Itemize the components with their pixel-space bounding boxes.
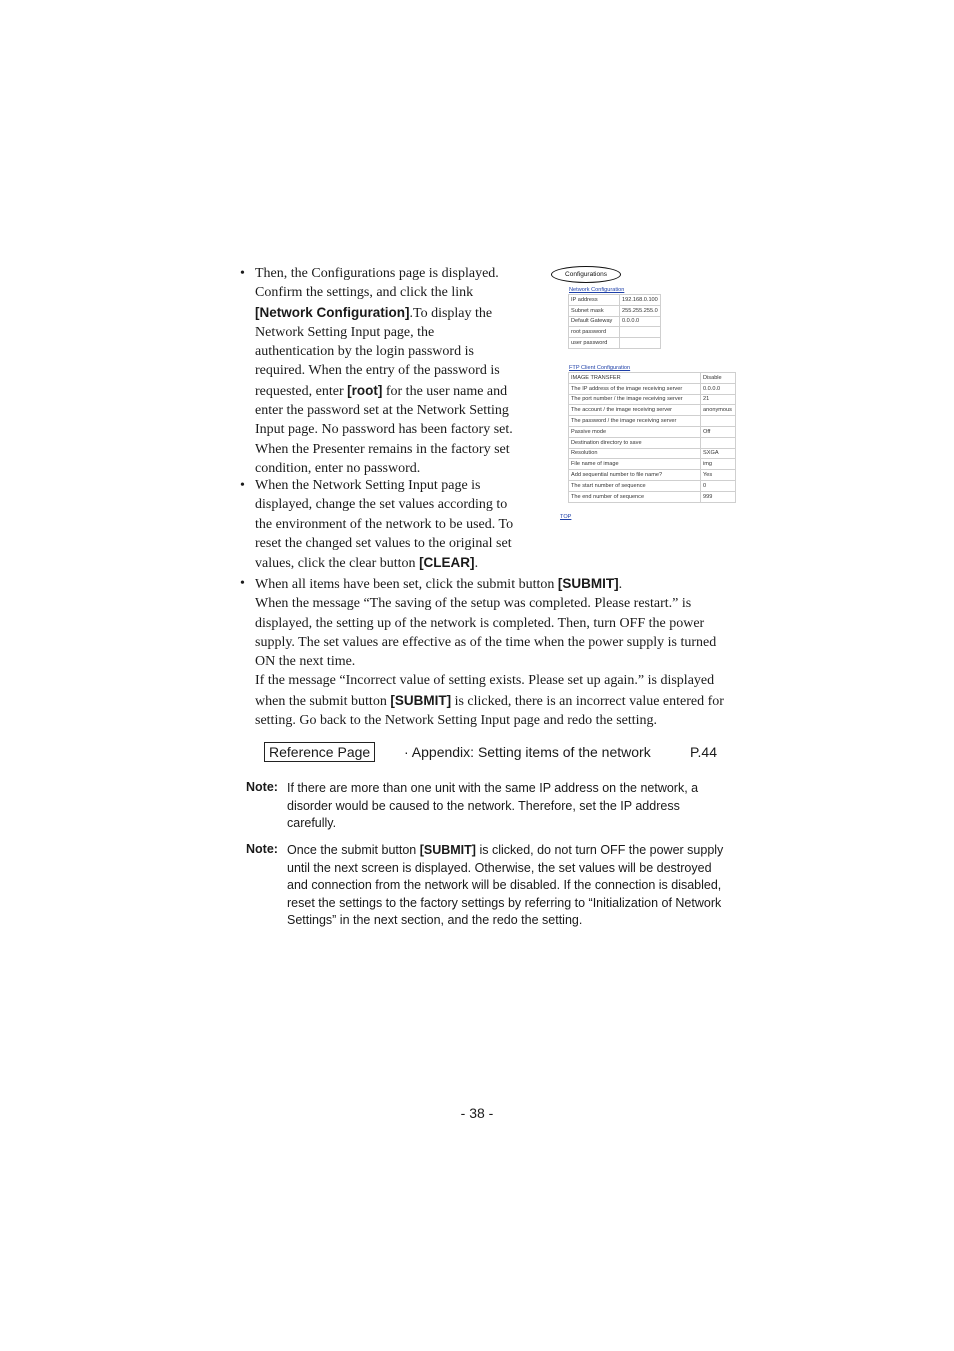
reference-text: · Appendix: Setting items of the network (404, 744, 651, 760)
text-line: When the Network Setting Input page is (255, 478, 481, 493)
table-row: IMAGE TRANSFER Disable (569, 373, 735, 383)
note-label: Note: (246, 780, 278, 794)
text-line: setting. Go back to the Network Setting Input page and redo the setting. (255, 713, 658, 729)
bullet-network-input-text (255, 476, 535, 573)
note-label: Note: (246, 842, 278, 856)
text-line: reset the settings to the factory settings by referring to “Initialization of Network (287, 895, 722, 910)
text-line: If there are more than one unit with the same IP address on the network, a (287, 781, 699, 795)
table-row: File name of image img (569, 459, 735, 469)
note-power-supply (287, 842, 747, 930)
text-line: carefully. (287, 816, 337, 831)
note-ip-address (287, 780, 747, 833)
text-line: When the message “The saving of the setup was completed. Please restart.” is (255, 596, 692, 612)
text-line: [Network Configuration].To display the (255, 304, 493, 321)
text-line: When all items have been set, click the submit button [SUBMIT]. (255, 576, 623, 592)
text-line: Confirm the settings, and click the link (255, 285, 474, 301)
bullet-marker: • (240, 266, 245, 281)
bullet-submit-text (255, 574, 750, 730)
submit-keyword: [SUBMIT] (419, 843, 476, 857)
ftp-client-configuration-link[interactable]: FTP Client Configuration (569, 365, 631, 371)
text-line: values, click the clear button [CLEAR]. (255, 555, 479, 572)
bullet-configurations-text (255, 264, 535, 478)
table-row: Add sequential number to file name? Yes (569, 470, 735, 480)
table-row: The IP address of the image receiving server 0.0.0.0 (569, 384, 735, 394)
text-line: enter the password set at the Network Setting (255, 403, 509, 419)
text-line: when the submit button [SUBMIT] is clicked, there is an incorrect value entered for (255, 692, 724, 709)
table-row: The account / the image receiving server anonymous (569, 405, 735, 415)
text-line: displayed, change the set values according to (255, 497, 508, 513)
bullet-marker: • (240, 478, 245, 493)
configurations-heading: Configurations (551, 266, 621, 283)
ftp-config-table (568, 372, 736, 503)
table-row: The end number of sequence 999 (569, 492, 735, 502)
text-line: condition, enter no password. (255, 460, 421, 476)
table-row: Passive mode Off (569, 427, 735, 437)
table-row: The port number / the image receiving server 21 (569, 395, 735, 405)
table-row: The start number of sequence 0 (569, 481, 735, 491)
text-line: supply. The set values are effective as of the time when the power supply is turned (255, 634, 717, 650)
text-line: Then, the Configurations page is displayed. (255, 266, 499, 281)
page-number: - 38 - (460, 1105, 494, 1121)
table-row: Default Gateway 0.0.0.0 (569, 317, 660, 327)
configurations-screenshot (548, 262, 748, 527)
text-line: and connection from the network will be disabled. If the connection is disabled, (287, 878, 722, 893)
reference-page-label: Reference Page (264, 742, 375, 762)
text-line: required. When the entry of the password is (255, 363, 500, 379)
submit-keyword: [SUBMIT] (557, 576, 619, 591)
text-line: displayed, the setting up of the network is completed. Then, turn OFF the power (255, 615, 705, 631)
text-line: requested, enter [root] for the user name and (255, 382, 508, 399)
bullet-marker: • (240, 576, 245, 591)
text-line: ON the next time. (255, 654, 356, 670)
table-row: Destination directory to save (569, 438, 735, 448)
table-row: Subnet mask 255.255.255.0 (569, 306, 660, 316)
clear-keyword: [CLEAR] (419, 555, 475, 571)
table-row: user password (569, 338, 660, 348)
top-link[interactable]: TOP (560, 514, 572, 520)
table-row: Resolution SXGA (569, 449, 735, 459)
text-line: Settings” in the next section, and the redo the setting. (287, 913, 583, 928)
table-row: The password / the image receiving server (569, 416, 735, 426)
network-config-table (568, 294, 661, 349)
table-row: root password (569, 327, 660, 337)
text-line: Once the submit button [SUBMIT] is clicked, do not turn OFF the power supply (287, 843, 724, 857)
text-line: Network Setting Input page, the (255, 324, 435, 340)
reference-page-number: P.44 (690, 744, 717, 760)
text-line: If the message “Incorrect value of setting exists. Please set up again.” is displayed (255, 673, 715, 689)
text-line: When the Presenter remains in the factory set (255, 441, 510, 457)
submit-keyword: [SUBMIT] (390, 692, 452, 708)
text-line: reset the changed set values to the original set (255, 535, 512, 551)
text-line: authentication by the login password is (255, 344, 474, 360)
text-line: Input page. No password has been factory set. (255, 422, 513, 438)
text-line: the environment of the network to be used. To (255, 516, 514, 532)
network-configuration-link[interactable]: Network Configuration (569, 287, 625, 293)
root-keyword: [root] (347, 382, 383, 398)
text-line: until the next screen is displayed. Otherwise, the set values will be destroyed (287, 860, 712, 875)
table-row: IP address 192.168.0.100 (569, 295, 660, 305)
text-line: disorder would be caused to the network. Therefore, set the IP address (287, 798, 680, 813)
network-configuration-keyword: [Network Configuration] (255, 304, 410, 320)
